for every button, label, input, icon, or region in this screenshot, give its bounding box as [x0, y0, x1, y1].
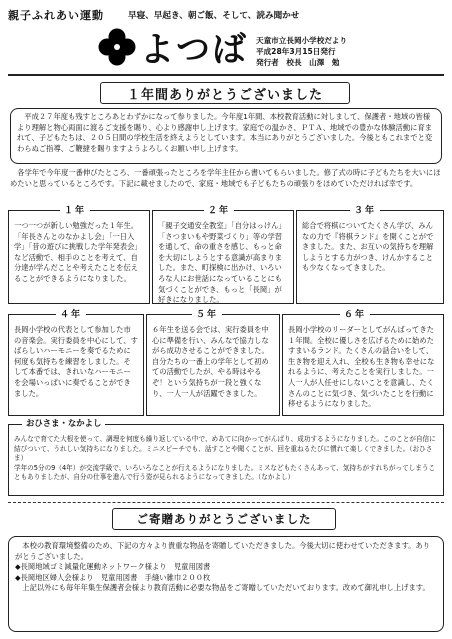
- grade-5-label: ５年: [192, 307, 222, 320]
- grade-6-box: [282, 314, 444, 416]
- main-title: １年間ありがとうございました: [126, 88, 323, 103]
- grade-6-text: 長岡小学校のリーダーとしてがんばってきた１年間。全校に優しさを広げるために始めたすまいるランド。たくさんの話合いをして、生き物を迎え入れ、全校も生き物も幸せになれるように、考えたことを実行しました。一人一人が人任せにしないことを意識し、たくさんのことに気づき、気づいたことを行動に移せるようになりました。: [288, 325, 435, 409]
- intro-text: 平成２７年度も残すところあとわずかになって参りました。今年度1年間、本校教育活動に対しまして、保護者・地域の皆様より理解と物心両面に渡るご支援を賜り、心より感謝申し上げます。家庭での温かさ、ＰＴＡ、地域での豊かな体験活動に育まれて、子どもたちは、２０５日間の学校生活を終えようとしています。本当にありがとうございました。今後ともこれまでと変わらぬご指導、ご鞭撻を賜りますようよろしくお願い申し上げます。: [17, 112, 433, 153]
- publisher: 天童市立長岡小学校だより: [256, 36, 348, 45]
- issuer: 発行者 校長 山澤 勉: [256, 58, 340, 67]
- grade-4-text: 長岡小学校の代表として参加した市の音楽会。実行委員を中心にして、すばらしいハーモニーを奏でるために何度も気持ちを練習をしました。そして本番では、きれいなハーモニーを会場いっぱいに奏でることができました。: [14, 325, 138, 398]
- donation-closing: 上記以外にも毎年年集生保護者会様より教育活動に必要な物品をご寄贈していただいております。改めて御礼申し上げます。: [15, 583, 430, 593]
- grade-6-label: ６年: [340, 307, 370, 320]
- donation-item-1: ◆長岡地域ゴミ減量化運動ネットワーク様より 児童用図書: [15, 562, 211, 572]
- grade-2-text: 「親子交通安全教室」「自分はっけん」「さつまいもや野菜づくり」等の学習を通して、命の重さを感じ、もっと命を大切にしようとする意識が高まりました。また、町探検に出かけ、いろいろな人にお世話になっていることにも気づくことができ、もっと「長岡」が好きになりました。: [158, 221, 286, 305]
- grade-2-label: ２年: [204, 203, 234, 216]
- ohisama-box: [8, 424, 444, 496]
- grade-5-text: ６年生を送る会では、実行委員を中心に準備を行い、みんなで協力しながら成功させることができました。自分たちの一番上の学年として初めての活動でしたが、やる時はやるぞ！という気持ちが一段と強くなり、一人一人が活躍できました。: [152, 325, 269, 398]
- issue-date: 平成28年3月15日発行: [256, 47, 336, 56]
- grade-3-text: 総合で将棋についてたくさん学び、みんなの力で『将棋ランド』を開くことができました。また、お互いの気持ちを理解しようとする力がつき、けんかすることも少なくなってきました。: [302, 221, 434, 273]
- clover-icon: [96, 26, 138, 68]
- grade-3-label: ３年: [350, 203, 380, 216]
- header-rule: [8, 74, 444, 76]
- slogan: 早寝、早起き、朝ご飯、そして、読み聞かせ: [128, 11, 300, 21]
- donation-title: ご寄贈ありがとうございました: [136, 512, 312, 526]
- grade-1-box: [8, 210, 150, 304]
- grade-4-box: [8, 314, 144, 416]
- grade-5-box: [146, 314, 280, 416]
- logo-title: よつば: [140, 30, 248, 70]
- grade-intro: 各学年で今年度一番伸びたところ、一番頑張ったところを学年主任から書いてもらいました。修了式の時に子どもたちを大いにほめたいと思っているところです。下記に載せましたので、家庭・地域でも子どもたちの頑張りをほめていただければ幸です。: [10, 168, 441, 188]
- ohisama-label: おひさま・なかよし: [22, 417, 105, 429]
- grade-1-label: １年: [60, 203, 90, 216]
- grade-4-label: ４年: [56, 307, 86, 320]
- intro-box: [10, 108, 442, 164]
- donation-item-2: ◆長岡地区婦人会様より 児童用図書 手縫い雑巾２００枚: [15, 572, 211, 582]
- publisher-info: [256, 35, 347, 68]
- ohisama-text: みんなで育てた大根を使って、調理を何度も繰り返している中で、めあてに向かってがんばり、成功するようになりました。このことが自信に結びついて、うれしい気持ちになりました。ミニスピーチでも、話すことや聞くことが、回を重ねるたびに慣れて楽しくできました。（おひさま） 学年の5分の9（4年）が交流学級で、いろいろなことが行えるようになりました。ミスなどもたくさんあって、気持ちがすれちがってしまうこともありましたが、自分の仕事を進んで行う姿が見られるようになってきました。（なかよし）: [14, 435, 436, 482]
- donation-box: [8, 536, 444, 632]
- series-title: 親子ふれあい運動: [8, 9, 104, 22]
- grade-2-box: [152, 210, 294, 304]
- grade-3-box: [296, 210, 444, 304]
- section-divider: [8, 502, 444, 503]
- grade-1-text: 一つ一つが新しい勉強だった１年生。「年長さんとのなかよし会」「一日入学」「昔の遊びに挑戦した学年発表会」など活動で、相手のことを考えて、自分達が学んだことや考えたことを伝えることができるようになりました。: [14, 221, 142, 283]
- donation-text: 本校の教育環境整備のため、下記の方々より貴重な物品を寄贈していただきました。今後大切に使わせていただきます。ありがとうございました。: [15, 541, 431, 561]
